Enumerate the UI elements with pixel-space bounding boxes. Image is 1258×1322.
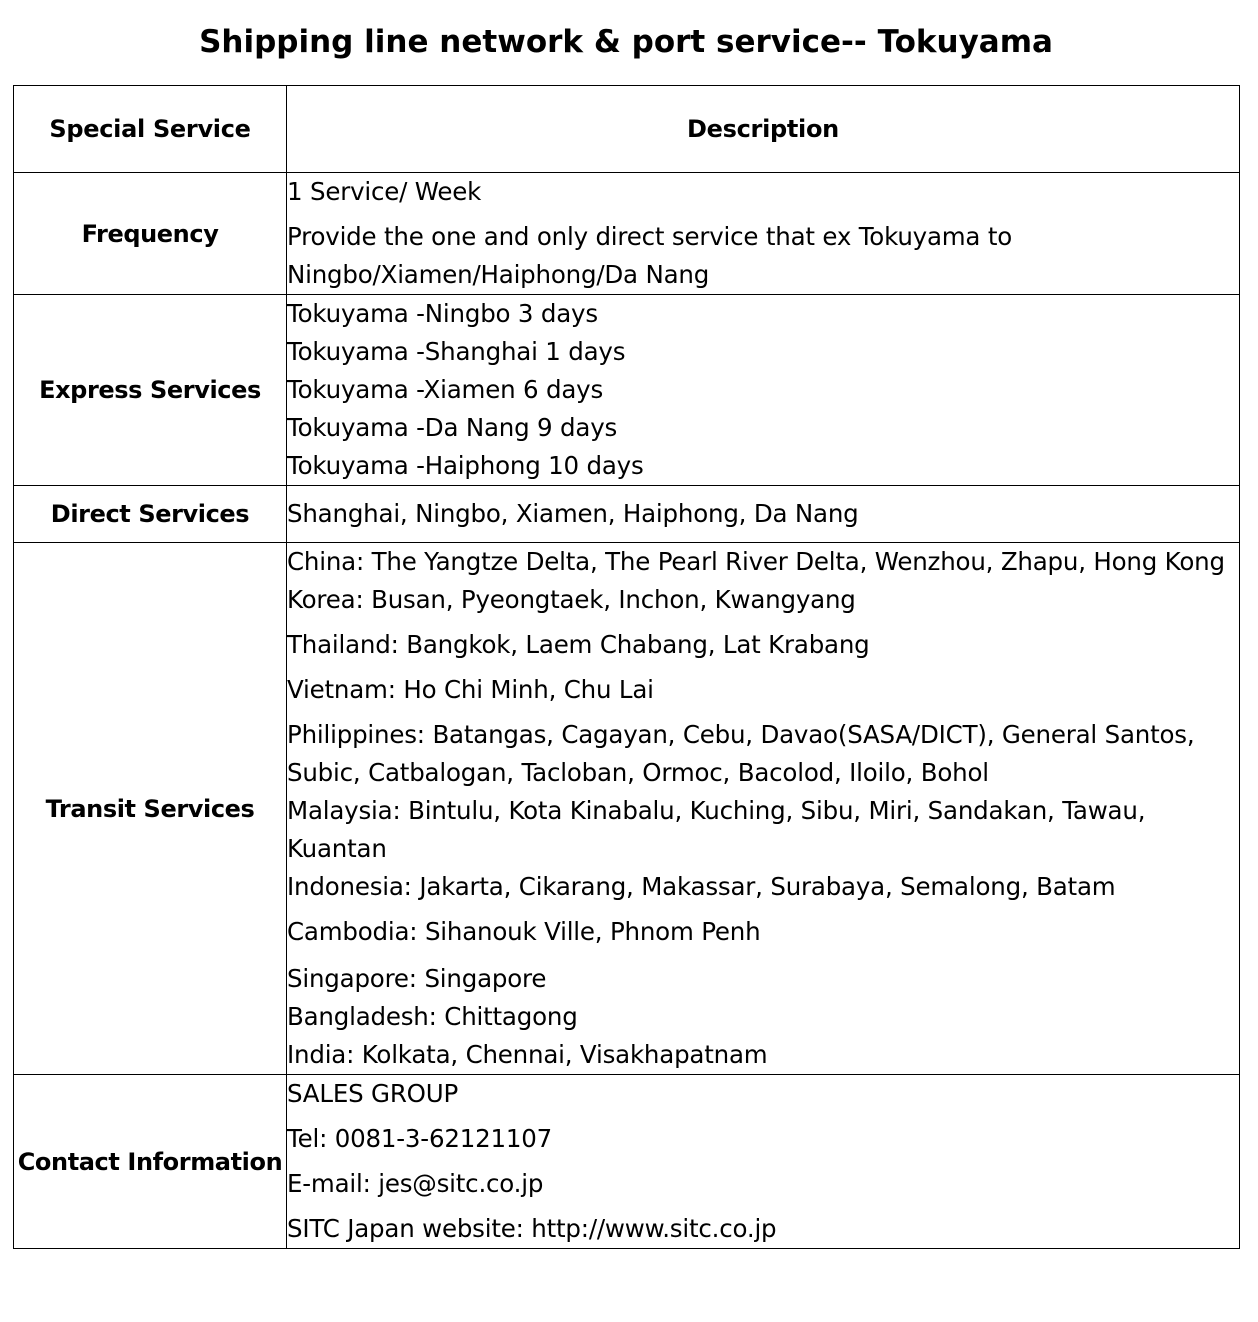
- header-special-service: Special Service: [14, 86, 287, 173]
- transit-line: India: Kolkata, Chennai, Visakhapatnam: [287, 1040, 768, 1069]
- express-line: Tokuyama -Xiamen 6 days: [287, 375, 604, 404]
- express-line: Tokuyama -Haiphong 10 days: [287, 451, 644, 480]
- contact-email: E-mail: jes@sitc.co.jp: [287, 1169, 544, 1198]
- transit-line: Cambodia: Sihanouk Ville, Phnom Penh: [287, 917, 761, 946]
- express-line: Tokuyama -Da Nang 9 days: [287, 413, 618, 442]
- row-frequency: [14, 173, 1240, 295]
- transit-line: China: The Yangtze Delta, The Pearl River Delta, Wenzhou, Zhapu, Hong Kong: [287, 547, 1225, 576]
- contact-website: SITC Japan website: http://www.sitc.co.jp: [287, 1214, 777, 1243]
- direct-line: Shanghai, Ningbo, Xiamen, Haiphong, Da Nang: [287, 499, 859, 528]
- frequency-line: 1 Service/ Week: [287, 177, 482, 206]
- table-header-row: [14, 86, 1240, 173]
- services-table: [13, 85, 1240, 1249]
- transit-line: Philippines: Batangas, Cagayan, Cebu, Davao(SASA/DICT), General Santos, Subic, Catbalogan, Tacloban, Ormoc, Bacolod, Iloilo, Bohol: [287, 720, 1195, 787]
- label-contact-information: Contact Information: [14, 1075, 287, 1249]
- frequency-line: Provide the one and only direct service that ex Tokuyama to Ningbo/Xiamen/Haiphong/Da Nang: [287, 222, 1013, 289]
- desc-transit-services: [287, 543, 1240, 1075]
- transit-line: Indonesia: Jakarta, Cikarang, Makassar, Surabaya, Semalong, Batam: [287, 872, 1116, 901]
- label-frequency: Frequency: [14, 173, 287, 295]
- transit-line: Vietnam: Ho Chi Minh, Chu Lai: [287, 675, 654, 704]
- transit-line: Bangladesh: Chittagong: [287, 1002, 578, 1031]
- express-line: Tokuyama -Shanghai 1 days: [287, 337, 626, 366]
- label-direct-services: Direct Services: [14, 486, 287, 543]
- transit-line: Thailand: Bangkok, Laem Chabang, Lat Krabang: [287, 630, 870, 659]
- desc-contact-information: [287, 1075, 1240, 1249]
- express-line: Tokuyama -Ningbo 3 days: [287, 299, 598, 328]
- desc-frequency: [287, 173, 1240, 295]
- header-description: Description: [287, 86, 1240, 173]
- row-direct: [14, 486, 1240, 543]
- transit-line: Singapore: Singapore: [287, 964, 547, 993]
- label-express-services: Express Services: [14, 295, 287, 486]
- transit-line: Malaysia: Bintulu, Kota Kinabalu, Kuching, Sibu, Miri, Sandakan, Tawau, Kuantan: [287, 796, 1146, 863]
- row-transit: [14, 543, 1240, 1075]
- row-express: [14, 295, 1240, 486]
- desc-express-services: [287, 295, 1240, 486]
- desc-direct-services: [287, 486, 1240, 543]
- page-title: Shipping line network & port service-- Tokuyama: [199, 24, 1053, 60]
- contact-tel: Tel: 0081-3-62121107: [287, 1124, 553, 1153]
- transit-line: Korea: Busan, Pyeongtaek, Inchon, Kwangyang: [287, 585, 856, 614]
- label-transit-services: Transit Services: [14, 543, 287, 1075]
- row-contact: [14, 1075, 1240, 1249]
- contact-line: SALES GROUP: [287, 1079, 459, 1108]
